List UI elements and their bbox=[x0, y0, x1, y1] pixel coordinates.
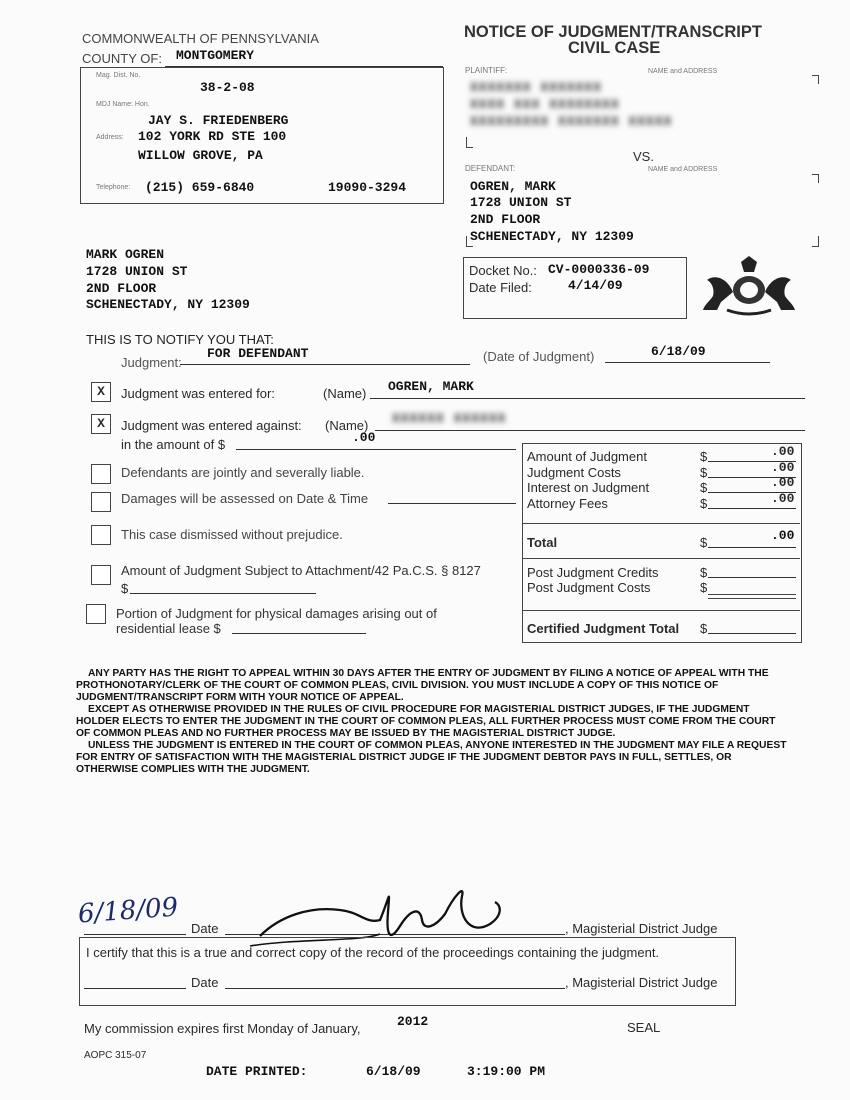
amount-row-label: Attorney Fees bbox=[527, 495, 608, 511]
jointly-liable-label: Defendants are jointly and severally liable. bbox=[121, 465, 365, 480]
damages-label: Damages will be assessed on Date & Time bbox=[121, 491, 369, 506]
certified-total-currency: $ bbox=[700, 621, 708, 636]
vs-label: VS. bbox=[633, 149, 654, 164]
judgment-underline bbox=[180, 364, 470, 365]
sig-date-label: Date bbox=[191, 921, 219, 936]
docket-number: CV-0000336-09 bbox=[548, 262, 650, 277]
cert-date-underline-left bbox=[84, 988, 186, 989]
entered-against-label: Judgment was entered against: bbox=[121, 418, 302, 433]
judgment-label: Judgment: bbox=[121, 355, 182, 370]
amount-row bbox=[527, 444, 797, 465]
amounts-table bbox=[527, 444, 797, 511]
attachment-dollar: $ bbox=[121, 581, 129, 596]
entered-for-name: OGREN, MARK bbox=[388, 379, 474, 394]
dismissed-checkbox[interactable] bbox=[91, 525, 111, 545]
amount-row-value: .00 bbox=[771, 459, 795, 475]
court-address-1: 102 YORK RD STE 100 bbox=[138, 129, 287, 144]
notify-heading: THIS IS TO NOTIFY YOU THAT: bbox=[86, 332, 274, 347]
plaintiff-redacted-address-1: XXXX XXX XXXXXXXX bbox=[470, 97, 620, 112]
plaintiff-redacted-address-2: XXXXXXXXX XXXXXXX XXXXX bbox=[470, 114, 673, 129]
date-of-judgment-underline bbox=[605, 362, 770, 363]
defendant-corner-br bbox=[812, 236, 819, 247]
date-printed-label: DATE PRINTED: bbox=[206, 1064, 308, 1079]
certified-divider bbox=[523, 610, 800, 611]
commission-text: My commission expires first Monday of January, bbox=[84, 1021, 361, 1036]
county-label: COUNTY OF: bbox=[82, 51, 162, 66]
mailing-line-3: 2ND FLOOR bbox=[86, 281, 157, 296]
date-printed-date: 6/18/09 bbox=[366, 1064, 421, 1079]
commission-year: 2012 bbox=[397, 1014, 429, 1029]
amount-underline bbox=[236, 449, 516, 450]
plaintiff-corner-bl bbox=[466, 137, 473, 148]
amount-row-currency: $ bbox=[700, 495, 708, 511]
mdj-name-label: MDJ Name: Hon. bbox=[96, 101, 150, 108]
pennsylvania-seal-icon bbox=[697, 252, 801, 316]
credits-currency: $ bbox=[700, 565, 708, 580]
portion-checkbox[interactable] bbox=[86, 604, 106, 624]
amount-row-value: .00 bbox=[771, 475, 795, 490]
attachment-label: Amount of Judgment Subject to Attachment/42 Pa.C.S. § 8127 bbox=[121, 563, 481, 578]
amount-row-label: Amount of Judgment bbox=[527, 449, 647, 464]
cert-mdj-label: , Magisterial District Judge bbox=[565, 975, 718, 990]
county-value: MONTGOMERY bbox=[176, 48, 255, 63]
date-filed-label: Date Filed: bbox=[469, 280, 532, 295]
dist-no-label: Mag. Dist. No. bbox=[96, 72, 141, 79]
amount-label: in the amount of $ bbox=[121, 437, 226, 452]
plaintiff-redacted-name: XXXXXXX XXXXXXX bbox=[470, 80, 603, 95]
court-address-2: WILLOW GROVE, PA bbox=[138, 148, 263, 163]
plaintiff-name-address-label: NAME and ADDRESS bbox=[648, 68, 718, 75]
entered-for-label: Judgment was entered for: bbox=[121, 386, 275, 401]
post-costs-currency: $ bbox=[700, 580, 708, 595]
certified-total-label: Certified Judgment Total bbox=[527, 621, 680, 636]
defendant-name: OGREN, MARK bbox=[470, 179, 556, 194]
amount-row-value: .00 bbox=[771, 444, 795, 459]
amount-row bbox=[527, 459, 797, 481]
defendant-address-3: SCHENECTADY, NY 12309 bbox=[470, 229, 634, 244]
defendant-corner-tr bbox=[812, 174, 819, 183]
dist-no: 38-2-08 bbox=[200, 80, 255, 95]
court-phone: (215) 659-6840 bbox=[145, 180, 255, 195]
telephone-label: Telephone: bbox=[96, 184, 131, 191]
date-filed: 4/14/09 bbox=[568, 278, 623, 293]
mailing-line-4: SCHENECTADY, NY 12309 bbox=[86, 297, 250, 312]
judgment-value: FOR DEFENDANT bbox=[207, 346, 309, 361]
mailing-line-2: 1728 UNION ST bbox=[86, 264, 188, 279]
handwritten-date: 6/18/09 bbox=[77, 892, 180, 930]
entered-for-name-label: (Name) bbox=[323, 386, 367, 401]
dismissed-label: This case dismissed without prejudice. bbox=[121, 527, 343, 542]
sig-mdj-label: , Magisterial District Judge bbox=[565, 921, 718, 936]
entered-against-checkbox[interactable]: X bbox=[91, 414, 111, 434]
jointly-liable-checkbox[interactable] bbox=[91, 464, 111, 484]
certify-text: I certify that this is a true and correct copy of the record of the proceedings containing the judgment. bbox=[86, 945, 660, 960]
entered-against-underline bbox=[375, 430, 805, 431]
total-underline bbox=[708, 547, 796, 548]
commonwealth-label: COMMONWEALTH OF PENNSYLVANIA bbox=[82, 31, 319, 46]
court-zip: 19090-3294 bbox=[328, 180, 407, 195]
amount-row-currency: $ bbox=[700, 449, 708, 464]
total-currency: $ bbox=[700, 535, 708, 550]
plaintiff-label: PLAINTIFF: bbox=[465, 66, 508, 75]
seal-label: SEAL bbox=[627, 1020, 661, 1035]
attachment-checkbox[interactable] bbox=[91, 565, 111, 585]
appeal-notice-p3: UNLESS THE JUDGMENT IS ENTERED IN THE COURT OF COMMON PLEAS, ANYONE INTERESTED IN THE JUDGMENT MAY FILE A REQUEST FOR ENTRY OF SATISFACTION WITH THE MAGISTERIAL DISTRICT JUDGE IF THE JUDGMENT DEBTOR PAYS IN FULL, SETTLES, OR OTHERWISE COMPLIES WITH THE JUDGMENT. bbox=[76, 740, 787, 775]
credits-label: Post Judgment Credits bbox=[527, 565, 659, 580]
date-of-judgment-label: (Date of Judgment) bbox=[483, 349, 595, 364]
amount-row-value: .00 bbox=[771, 490, 795, 506]
form-title-2: CIVIL CASE bbox=[568, 39, 661, 57]
amount-row bbox=[527, 475, 797, 496]
attachment-underline bbox=[130, 593, 316, 594]
amount-row-currency: $ bbox=[700, 480, 708, 495]
defendant-name-address-label: NAME and ADDRESS bbox=[648, 166, 718, 173]
entered-for-underline bbox=[370, 398, 805, 399]
date-of-judgment-value: 6/18/09 bbox=[651, 344, 706, 359]
portion-label-1: Portion of Judgment for physical damages arising out of bbox=[116, 606, 437, 621]
defendant-label: DEFENDANT: bbox=[465, 164, 516, 173]
appeal-notice bbox=[76, 668, 788, 776]
defendant-address-2: 2ND FLOOR bbox=[470, 212, 541, 227]
plaintiff-corner-tr bbox=[812, 75, 819, 84]
certified-total-underline bbox=[708, 633, 796, 634]
amount-row-underline bbox=[708, 508, 796, 509]
entered-for-checkbox[interactable]: X bbox=[91, 382, 111, 402]
entered-against-redacted-name: XXXXXX XXXXXX bbox=[392, 411, 507, 426]
form-title-1: NOTICE OF JUDGMENT/TRANSCRIPT bbox=[464, 23, 762, 41]
total-value: .00 bbox=[771, 528, 795, 543]
amounts-credits-divider bbox=[523, 558, 800, 559]
amounts-total-divider bbox=[523, 523, 800, 524]
damages-underline bbox=[388, 503, 516, 504]
date-printed-time: 3:19:00 PM bbox=[467, 1064, 546, 1079]
damages-checkbox[interactable] bbox=[91, 492, 111, 512]
portion-underline bbox=[232, 633, 366, 634]
amount-row bbox=[527, 490, 797, 512]
defendant-address-1: 1728 UNION ST bbox=[470, 195, 572, 210]
total-label: Total bbox=[527, 535, 558, 550]
sig-date-underline-left bbox=[84, 934, 186, 935]
post-costs-double-underline bbox=[708, 594, 796, 599]
amount-row-currency: $ bbox=[700, 464, 708, 480]
appeal-notice-p1: ANY PARTY HAS THE RIGHT TO APPEAL WITHIN 30 DAYS AFTER THE ENTRY OF JUDGMENT BY FILING A NOTICE OF APPEAL WITH THE PROTHONOTARY/CLERK OF THE COURT OF COMMON PLEAS, CIVIL DIVISION. YOU MUST INCLUDE A COPY OF THIS NOTICE OF JUDGMENT/TRANSCRIPT FORM WITH YOUR NOTICE OF APPEAL. bbox=[76, 668, 769, 703]
cert-date-label: Date bbox=[191, 975, 219, 990]
docket-label: Docket No.: bbox=[469, 263, 537, 278]
credits-underline bbox=[708, 577, 796, 578]
address-label: Address: bbox=[96, 134, 124, 141]
post-costs-label: Post Judgment Costs bbox=[527, 580, 651, 595]
cert-sig-line bbox=[225, 988, 565, 989]
appeal-notice-p2: EXCEPT AS OTHERWISE PROVIDED IN THE RULES OF CIVIL PROCEDURE FOR MAGISTERIAL DISTRICT JUDGES, IF THE JUDGMENT HOLDER ELECTS TO ENTER THE JUDGMENT IN THE COURT OF COMMON PLEAS, ALL FURTHER PROCESS MUST COME FROM THE COURT OF COMMON PLEAS AND NO FURTHER PROCESS MAY BE ISSUED BY THE MAGISTERIAL DISTRICT JUDGE. bbox=[76, 704, 776, 739]
portion-label-2: residential lease $ bbox=[116, 621, 221, 636]
judge-name: JAY S. FRIEDENBERG bbox=[148, 113, 289, 128]
form-number: AOPC 315-07 bbox=[84, 1050, 147, 1061]
entered-against-name-label: (Name) bbox=[325, 418, 369, 433]
amount-row-label: Judgment Costs bbox=[527, 464, 621, 480]
defendant-corner-bl bbox=[466, 236, 473, 247]
amount-row-label: Interest on Judgment bbox=[527, 480, 650, 495]
mailing-line-1: MARK OGREN bbox=[86, 247, 165, 262]
amount-value: .00 bbox=[352, 430, 376, 445]
